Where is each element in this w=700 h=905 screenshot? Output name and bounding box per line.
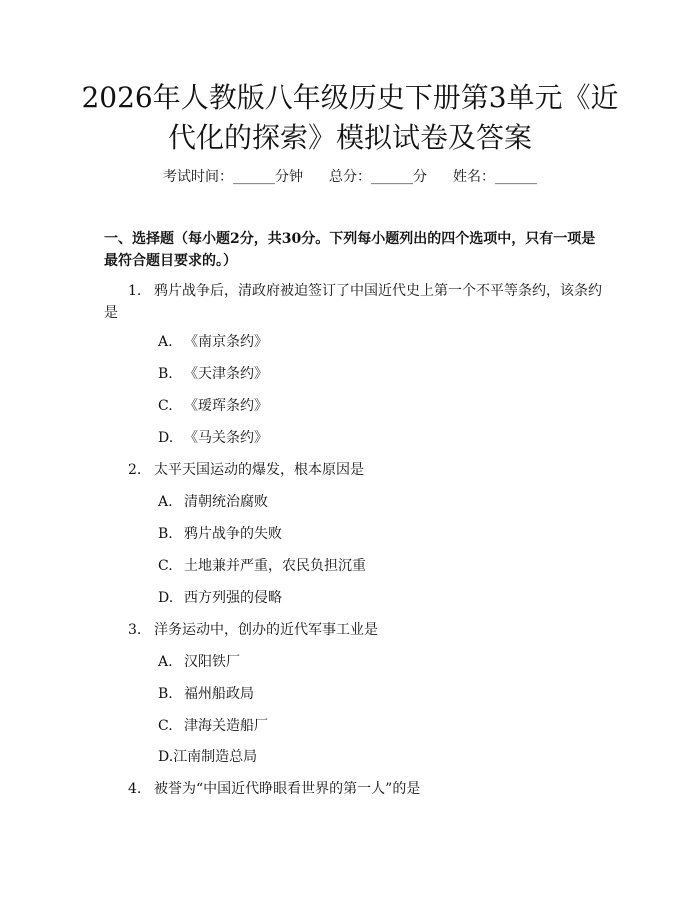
time-unit: 分钟	[275, 169, 303, 185]
section-heading-choice: 一、选择题（每小题2分，共30分。下列每小题列出的四个选项中，只有一项是最符合题目要求的。）	[104, 231, 596, 269]
exam-title	[80, 78, 620, 158]
option-letter: D.	[158, 430, 174, 446]
question-3-option-c	[158, 716, 268, 736]
name-blank: ______	[495, 169, 537, 185]
name-label: 姓名：	[453, 169, 495, 185]
option-text: 西方列强的侵略	[184, 590, 282, 606]
question-3-option-d	[158, 747, 257, 767]
exam-title-line-2: 代化的探索》模拟试卷及答案	[167, 121, 532, 154]
option-text: 福州船政局	[184, 686, 254, 702]
option-letter: C.	[158, 398, 173, 414]
question-number: 1.	[128, 283, 142, 299]
question-1-stem	[104, 280, 604, 324]
question-text: 洋务运动中，创办的近代军事工业是	[154, 622, 378, 638]
option-text: 《马关条约》	[184, 430, 268, 446]
question-text: 被誉为“中国近代睁眼看世界的第一人”的是	[154, 781, 421, 797]
question-1-option-a	[158, 332, 268, 352]
question-3-option-b	[158, 684, 254, 704]
option-text: 《瑷珲条约》	[184, 398, 268, 414]
option-letter: D.	[158, 749, 174, 765]
option-text: 江南制造总局	[173, 749, 258, 765]
option-letter: B.	[158, 526, 173, 542]
question-1-option-d	[158, 428, 268, 448]
question-1-option-b	[158, 364, 268, 384]
option-text: 汉阳铁厂	[184, 654, 240, 670]
question-number: 2.	[128, 462, 142, 478]
option-text: 《南京条约》	[184, 334, 268, 350]
option-text: 土地兼并严重，农民负担沉重	[184, 558, 366, 574]
option-letter: A.	[158, 494, 173, 510]
question-2-option-d	[158, 588, 282, 608]
option-letter: D.	[158, 590, 174, 606]
score-blank: ______	[371, 169, 413, 185]
question-number: 3.	[128, 622, 142, 638]
question-3-option-a	[158, 652, 240, 672]
option-letter: B.	[158, 686, 173, 702]
option-letter: C.	[158, 718, 173, 734]
option-letter: A.	[158, 654, 173, 670]
time-blank: ______	[233, 169, 275, 185]
exam-title-line-1: 2026年人教版八年级历史下册第3单元《近	[81, 81, 619, 114]
question-1-option-c	[158, 396, 268, 416]
question-2-stem	[104, 459, 604, 481]
question-2-option-c	[158, 556, 366, 576]
question-2-option-b	[158, 524, 282, 544]
option-text: 鸦片战争的失败	[184, 526, 282, 542]
question-number: 4.	[128, 781, 142, 797]
option-letter: C.	[158, 558, 173, 574]
exam-info-line	[0, 168, 700, 186]
option-letter: A.	[158, 334, 173, 350]
question-text: 鸦片战争后，清政府被迫签订了中国近代史上第一个不平等条约，该条约是	[104, 283, 602, 321]
option-text: 津海关造船厂	[184, 718, 268, 734]
score-label: 总分：	[329, 169, 371, 185]
question-4-stem	[104, 778, 604, 800]
option-letter: B.	[158, 366, 173, 382]
option-text: 《天津条约》	[184, 366, 268, 382]
question-2-option-a	[158, 492, 268, 512]
question-3-stem	[104, 619, 604, 641]
time-label: 考试时间：	[163, 169, 233, 185]
question-text: 太平天国运动的爆发，根本原因是	[154, 462, 364, 478]
option-text: 清朝统治腐败	[184, 494, 268, 510]
score-unit: 分	[413, 169, 427, 185]
